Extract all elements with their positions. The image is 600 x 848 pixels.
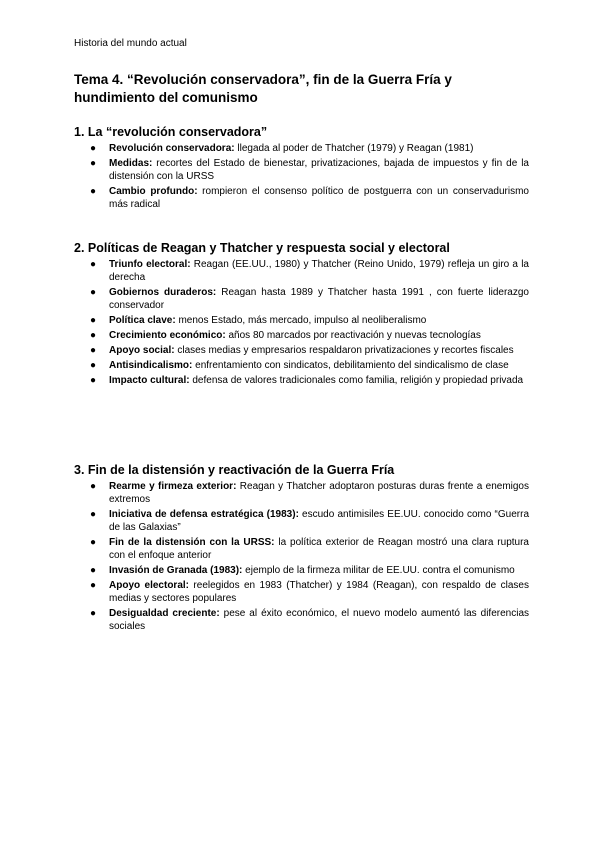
page-header: Historia del mundo actual <box>74 38 187 49</box>
item-term: Política clave: <box>109 315 176 326</box>
item-text: menos Estado, más mercado, impulso al neoliberalismo <box>175 315 427 326</box>
bullet-icon: ● <box>90 186 97 197</box>
list-item <box>74 480 529 506</box>
list-item <box>74 359 529 372</box>
item-text: Reagan hasta 1989 y Thatcher hasta 1991 , con fuerte liderazgo conservador <box>109 287 529 311</box>
item-text: ejemplo de la firmeza militar de EE.UU. contra el comunismo <box>242 565 515 576</box>
section-1 <box>74 124 529 213</box>
item-term: Iniciativa de defensa estratégica (1983): <box>109 509 299 520</box>
item-term: Apoyo electoral: <box>109 580 189 591</box>
list-item <box>74 344 529 357</box>
list-item <box>74 286 529 312</box>
section-heading: 1. La “revolución conservadora” <box>74 125 268 139</box>
item-text: rompieron el consenso político de postguerra con un conservadurismo más radical <box>109 186 529 210</box>
bullet-icon: ● <box>90 158 97 169</box>
document-title: Tema 4. “Revolución conservadora”, fin de la Guerra Fría y hundimiento del comunismo <box>74 72 452 105</box>
bullet-icon: ● <box>90 143 97 154</box>
bullet-list <box>74 142 529 211</box>
bullet-icon: ● <box>90 360 97 371</box>
item-text: reelegidos en 1983 (Thatcher) y 1984 (Reagan), con respaldo de clases medias y sectores populares <box>109 580 529 604</box>
item-term: Cambio profundo: <box>109 186 198 197</box>
item-term: Triunfo electoral: <box>109 259 191 270</box>
item-term: Medidas: <box>109 158 153 169</box>
bullet-icon: ● <box>90 345 97 356</box>
section-heading: 3. Fin de la distensión y reactivación de la Guerra Fría <box>74 463 395 477</box>
bullet-icon: ● <box>90 287 97 298</box>
section-2 <box>74 240 529 389</box>
item-text: pese al éxito económico, el nuevo modelo aumentó las diferencias sociales <box>109 608 530 632</box>
list-item <box>74 536 529 562</box>
item-term: Desigualdad creciente: <box>109 608 220 619</box>
list-item <box>74 579 529 605</box>
item-term: Gobiernos duraderos: <box>109 287 217 298</box>
bullet-icon: ● <box>90 330 97 341</box>
item-term: Revolución conservadora: <box>109 143 235 154</box>
item-text: Reagan (EE.UU., 1980) y Thatcher (Reino Unido, 1979) refleja un giro a la derecha <box>109 259 529 283</box>
list-item <box>74 329 529 342</box>
item-term: Rearme y firmeza exterior: <box>109 481 237 492</box>
section-heading: 2. Políticas de Reagan y Thatcher y respuesta social y electoral <box>74 241 450 255</box>
bullet-list <box>74 480 529 633</box>
list-item <box>74 314 529 327</box>
item-text: clases medias y empresarios respaldaron privatizaciones y recortes fiscales <box>174 345 514 356</box>
item-text: recortes del Estado de bienestar, privatizaciones, bajada de impuestos y fin de la distensión con la URSS <box>109 158 529 182</box>
bullet-icon: ● <box>90 537 97 548</box>
item-term: Fin de la distensión con la URSS: <box>109 537 275 548</box>
bullet-icon: ● <box>90 259 97 270</box>
bullet-icon: ● <box>90 580 97 591</box>
item-text: la política exterior de Reagan mostró una clara ruptura con el enfoque anterior <box>109 537 529 561</box>
item-text: escudo antimisiles EE.UU. conocido como “Guerra de las Galaxias” <box>109 509 529 533</box>
bullet-icon: ● <box>90 608 97 619</box>
list-item <box>74 564 529 577</box>
list-item <box>74 185 529 211</box>
list-item <box>74 508 529 534</box>
bullet-list <box>74 258 529 387</box>
list-item <box>74 607 529 633</box>
item-term: Impacto cultural: <box>109 375 190 386</box>
bullet-icon: ● <box>90 481 97 492</box>
item-term: Antisindicalismo: <box>109 360 193 371</box>
section-3 <box>74 462 529 635</box>
list-item <box>74 374 529 387</box>
bullet-icon: ● <box>90 315 97 326</box>
item-term: Crecimiento económico: <box>109 330 226 341</box>
bullet-icon: ● <box>90 509 97 520</box>
bullet-icon: ● <box>90 565 97 576</box>
item-text: Reagan y Thatcher adoptaron posturas duras frente a enemigos extremos <box>109 481 529 505</box>
list-item <box>74 258 529 284</box>
item-text: llegada al poder de Thatcher (1979) y Reagan (1981) <box>234 143 474 154</box>
list-item <box>74 142 529 155</box>
item-text: años 80 marcados por reactivación y nuevas tecnologías <box>225 330 481 341</box>
list-item <box>74 157 529 183</box>
item-text: enfrentamiento con sindicatos, debilitamiento del sindicalismo de clase <box>192 360 509 371</box>
item-term: Apoyo social: <box>109 345 175 356</box>
item-term: Invasión de Granada (1983): <box>109 565 243 576</box>
bullet-icon: ● <box>90 375 97 386</box>
item-text: defensa de valores tradicionales como familia, religión y propiedad privada <box>189 375 524 386</box>
